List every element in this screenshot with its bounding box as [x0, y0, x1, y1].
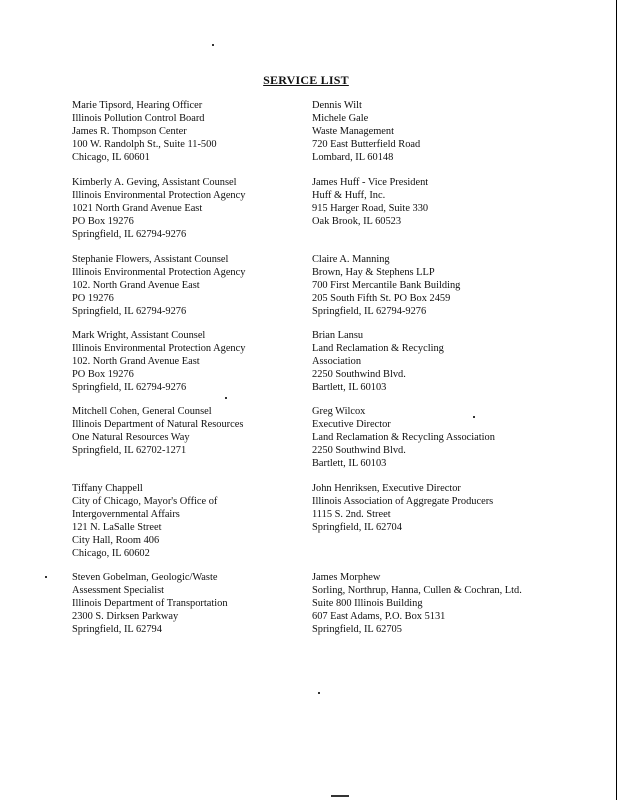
- entry-line: 1021 North Grand Avenue East: [72, 202, 203, 214]
- entry-line: 2250 Southwind Blvd.: [312, 368, 406, 380]
- entry-line: City Hall, Room 406: [72, 534, 160, 546]
- scan-edge-line: [616, 0, 617, 800]
- entry-line: 102. North Grand Avenue East: [72, 355, 200, 367]
- entry-line: Land Reclamation & Recycling Association: [312, 431, 495, 443]
- service-entry: [72, 177, 245, 242]
- entry-line: James Huff - Vice President: [312, 177, 429, 188]
- service-entry: [72, 483, 217, 560]
- service-entry: [72, 100, 217, 165]
- service-entry: [312, 406, 495, 471]
- entry-line: Springfield, IL 62705: [312, 623, 402, 635]
- entry-line: 720 East Butterfield Road: [312, 138, 421, 150]
- scan-speck: [212, 44, 214, 46]
- entry-line: City of Chicago, Mayor's Office of: [72, 495, 218, 507]
- entry-line: Illinois Department of Transportation: [72, 597, 228, 609]
- entry-line: Springfield, IL 62794-9276: [72, 381, 187, 393]
- entry-line: Chicago, IL 60601: [72, 151, 150, 163]
- entry-line: PO 19276: [72, 292, 114, 304]
- entry-line: Tiffany Chappell: [72, 483, 143, 494]
- entry-line: Lombard, IL 60148: [312, 151, 394, 163]
- entry-line: Oak Brook, IL 60523: [312, 215, 402, 227]
- service-entry: [312, 254, 460, 319]
- entry-line: James R. Thompson Center: [72, 125, 187, 137]
- entry-line: Illinois Environmental Protection Agency: [72, 266, 246, 278]
- entry-line: Sorling, Northrup, Hanna, Cullen & Cochran, Ltd.: [312, 584, 522, 596]
- service-entry: [312, 483, 493, 535]
- entry-line: Springfield, IL 62794-9276: [72, 228, 187, 240]
- entry-line: Illinois Environmental Protection Agency: [72, 342, 246, 354]
- entry-line: Steven Gobelman, Geologic/Waste: [72, 572, 218, 583]
- entry-line: Brian Lansu: [312, 330, 364, 341]
- entry-line: Brown, Hay & Stephens LLP: [312, 266, 435, 278]
- entry-line: Bartlett, IL 60103: [312, 381, 387, 393]
- entry-line: 2250 Southwind Blvd.: [312, 444, 406, 456]
- entry-line: 1115 S. 2nd. Street: [312, 508, 391, 520]
- entry-line: Land Reclamation & Recycling: [312, 342, 444, 354]
- entry-line: Michele Gale: [312, 112, 369, 124]
- entry-line: 607 East Adams, P.O. Box 5131: [312, 610, 446, 622]
- entry-line: 700 First Mercantile Bank Building: [312, 279, 461, 291]
- entry-line: Stephanie Flowers, Assistant Counsel: [72, 254, 229, 265]
- entry-line: One Natural Resources Way: [72, 431, 190, 443]
- entry-line: Mitchell Cohen, General Counsel: [72, 406, 212, 417]
- scan-speck: [331, 795, 349, 797]
- entry-line: Association: [312, 355, 362, 367]
- entry-line: Mark Wright, Assistant Counsel: [72, 330, 206, 341]
- entry-line: 121 N. LaSalle Street: [72, 521, 162, 533]
- entry-line: PO Box 19276: [72, 215, 134, 227]
- entry-line: Bartlett, IL 60103: [312, 457, 387, 469]
- service-entry: [312, 572, 522, 637]
- entry-line: Springfield, IL 62704: [312, 521, 402, 533]
- entry-line: Claire A. Manning: [312, 254, 390, 265]
- entry-line: Illinois Pollution Control Board: [72, 112, 205, 124]
- entry-line: 100 W. Randolph St., Suite 11-500: [72, 138, 217, 150]
- entry-line: Illinois Department of Natural Resources: [72, 418, 244, 430]
- service-entry: [72, 330, 245, 395]
- entry-line: Huff & Huff, Inc.: [312, 189, 386, 201]
- entry-line: Executive Director: [312, 418, 391, 430]
- entry-line: Springfield, IL 62702-1271: [72, 444, 187, 456]
- entry-line: PO Box 19276: [72, 368, 134, 380]
- entry-line: Illinois Environmental Protection Agency: [72, 189, 246, 201]
- entry-line: 205 South Fifth St. PO Box 2459: [312, 292, 451, 304]
- entry-line: Waste Management: [312, 125, 394, 137]
- service-entry: [72, 254, 245, 319]
- scan-speck: [473, 416, 475, 418]
- service-entry: [72, 572, 228, 637]
- entry-line: Springfield, IL 62794: [72, 623, 162, 635]
- entry-line: Suite 800 Illinois Building: [312, 597, 423, 609]
- entry-line: James Morphew: [312, 572, 381, 583]
- entry-line: Marie Tipsord, Hearing Officer: [72, 100, 203, 111]
- entry-line: 915 Harger Road, Suite 330: [312, 202, 429, 214]
- entry-line: Assessment Specialist: [72, 584, 165, 596]
- entry-line: Springfield, IL 62794-9276: [312, 305, 427, 317]
- entry-line: 102. North Grand Avenue East: [72, 279, 200, 291]
- entry-line: Illinois Association of Aggregate Producers: [312, 495, 494, 507]
- service-entry: [312, 330, 444, 395]
- entry-line: Springfield, IL 62794-9276: [72, 305, 187, 317]
- entry-line: John Henriksen, Executive Director: [312, 483, 461, 494]
- scan-speck: [45, 576, 47, 578]
- entry-line: 2300 S. Dirksen Parkway: [72, 610, 179, 622]
- entry-line: Kimberly A. Geving, Assistant Counsel: [72, 177, 237, 188]
- scan-speck: [225, 397, 227, 399]
- service-entry: [312, 100, 420, 165]
- entry-line: Dennis Wilt: [312, 100, 362, 111]
- entry-line: Intergovernmental Affairs: [72, 508, 180, 520]
- entry-line: Greg Wilcox: [312, 406, 366, 417]
- service-entry: [72, 406, 243, 458]
- page-title: SERVICE LIST: [263, 73, 349, 87]
- entry-line: Chicago, IL 60602: [72, 547, 150, 559]
- scan-speck: [318, 692, 320, 694]
- service-entry: [312, 177, 428, 229]
